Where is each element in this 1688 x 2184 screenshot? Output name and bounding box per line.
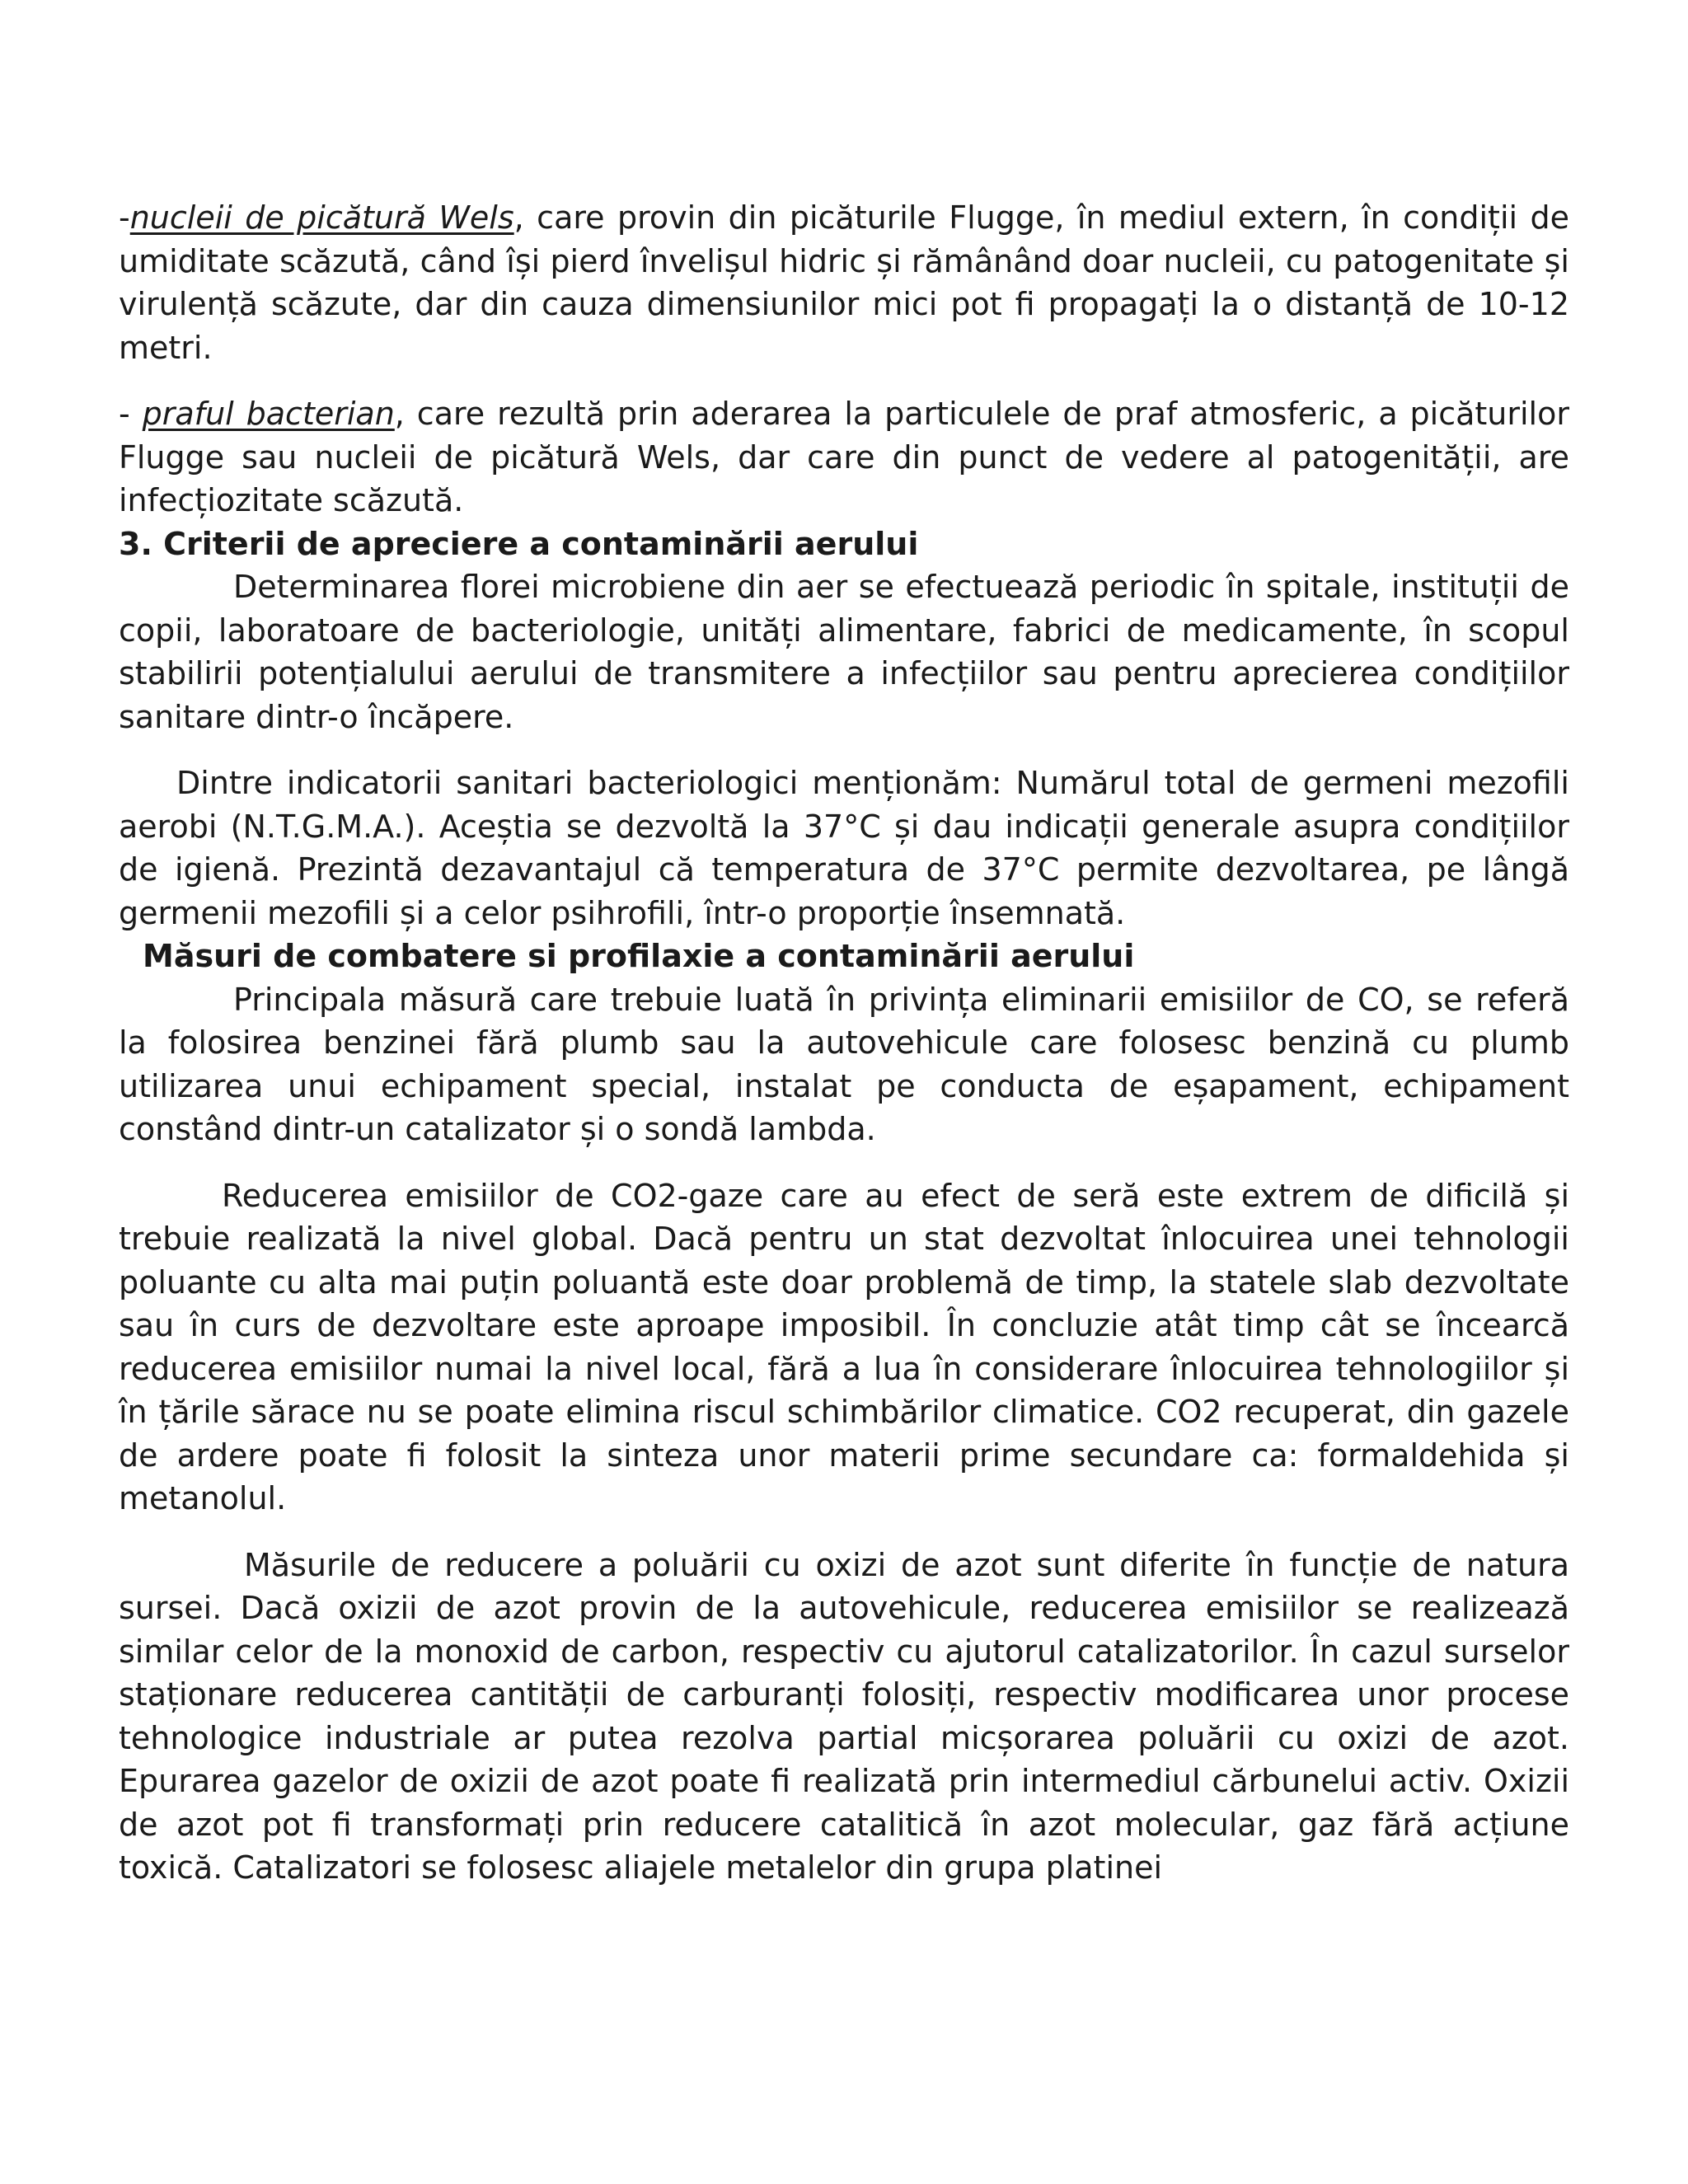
paragraph-oxizi-azot: Măsurile de reducere a poluării cu oxizi de azot sunt diferite în funcție de natura sursei. Dacă oxizii de azot provin de la autovehicule, reducerea emisiilor se realizează similar celor de la monoxid de carbon, respectiv cu ajutorul catalizatorilor. În cazul surselor staționare reducerea cantității de carburanți folosiți, respectiv modificarea unor procese tehnologice industriale ar putea rezolva partial micșorarea poluării cu oxizi de azot. Epurarea gazelor de oxizii de azot poate fi realizată prin intermediul cărbunelui activ. Oxizii de azot pot fi transformați prin reducere catalitică în azot molecular, gaz fără acțiune toxică. Catalizatori se folosesc aliajele metalelor din grupa platinei [119,1546,1569,1886]
paragraph-indicatori-sanitari: Dintre indicatorii sanitari bacteriologici menționăm: Numărul total de germeni mezofili aerobi (N.T.G.M.A.). Aceștia se dezvoltă la 37°C și dau indicații generale asupra condițiilor de igienă. Prezintă dezavantajul că temperatura de 37°C permite dezvoltarea, pe lângă germenii mezofili și a celor psihrofili, într-o proporție însemnată. [119,765,1569,931]
paragraph-wels-nuclei [119,196,1569,369]
term-praful-bacterian: praful bacterian [142,396,395,432]
paragraph-emisii-co: Principala măsură care trebuie luată în privința eliminarii emisiilor de CO, se referă la folosirea benzinei fără plumb sau la autovehicule care folosesc benzină cu plumb utilizarea unui echipament special, instalat pe conducta de eșapament, echipament constând dintr-un catalizator și o sondă lambda. [119,981,1569,1147]
paragraph-praf-bacterian [119,392,1569,523]
term-nucleii-wels: nucleii de picătură Wels [129,199,514,236]
document-page [119,196,1569,1890]
section-heading-masuri: Măsuri de combatere si profilaxie a contaminării aerului [143,938,1135,974]
paragraph-determinarea-florei: Determinarea florei microbiene din aer se efectuează periodic în spitale, instituții de copii, laboratoare de bacteriologie, unități alimentare, fabrici de medicamente, în scopul stabilirii potențialului aerului de transmitere a infecțiilor sau pentru aprecierea condițiilor sanitare dintr-o încăpere. [119,569,1569,735]
paragraph-lead-dash: - [119,396,143,432]
paragraph-text: , care provin din picăturile Flugge, în mediul extern, în condiții de umiditate scăzută, când își pierd învelișul hidric și rămânând doar nucleii, cu patogenitate și virulență scăzute, dar din cauza dimensiunilor mici pot fi propagați la o distanță de 10-12 metri. [119,199,1569,366]
paragraph-lead-dash: - [119,199,130,236]
paragraph-emisii-co2: Reducerea emisiilor de CO2-gaze care au efect de seră este extrem de dificilă și trebuie realizată la nivel global. Dacă pentru un stat dezvoltat înlocuirea unei tehnologii poluante cu alta mai puțin poluantă este doar problemă de timp, la statele slab dezvoltate sau în curs de dezvoltare este aproape imposibil. În concluzie atât timp cât se încearcă reducerea emisiilor numai la nivel local, fără a lua în considerare înlocuirea tehnologiilor și în țările sărace nu se poate elimina riscul schimbărilor climatice. CO2 recuperat, din gazele de ardere poate fi folosit la sinteza unor materii prime secundare ca: formaldehida și metanolul. [119,1177,1569,1516]
paragraph-text: , care rezultă prin aderarea la particulele de praf atmosferic, a picăturilor Flugge sau nucleii de picătură Wels, dar care din punct de vedere al patogenității, are infecțiozitate scăzută. [119,396,1569,518]
section-heading-criterii: 3. Criterii de apreciere a contaminării aerului [119,525,919,562]
